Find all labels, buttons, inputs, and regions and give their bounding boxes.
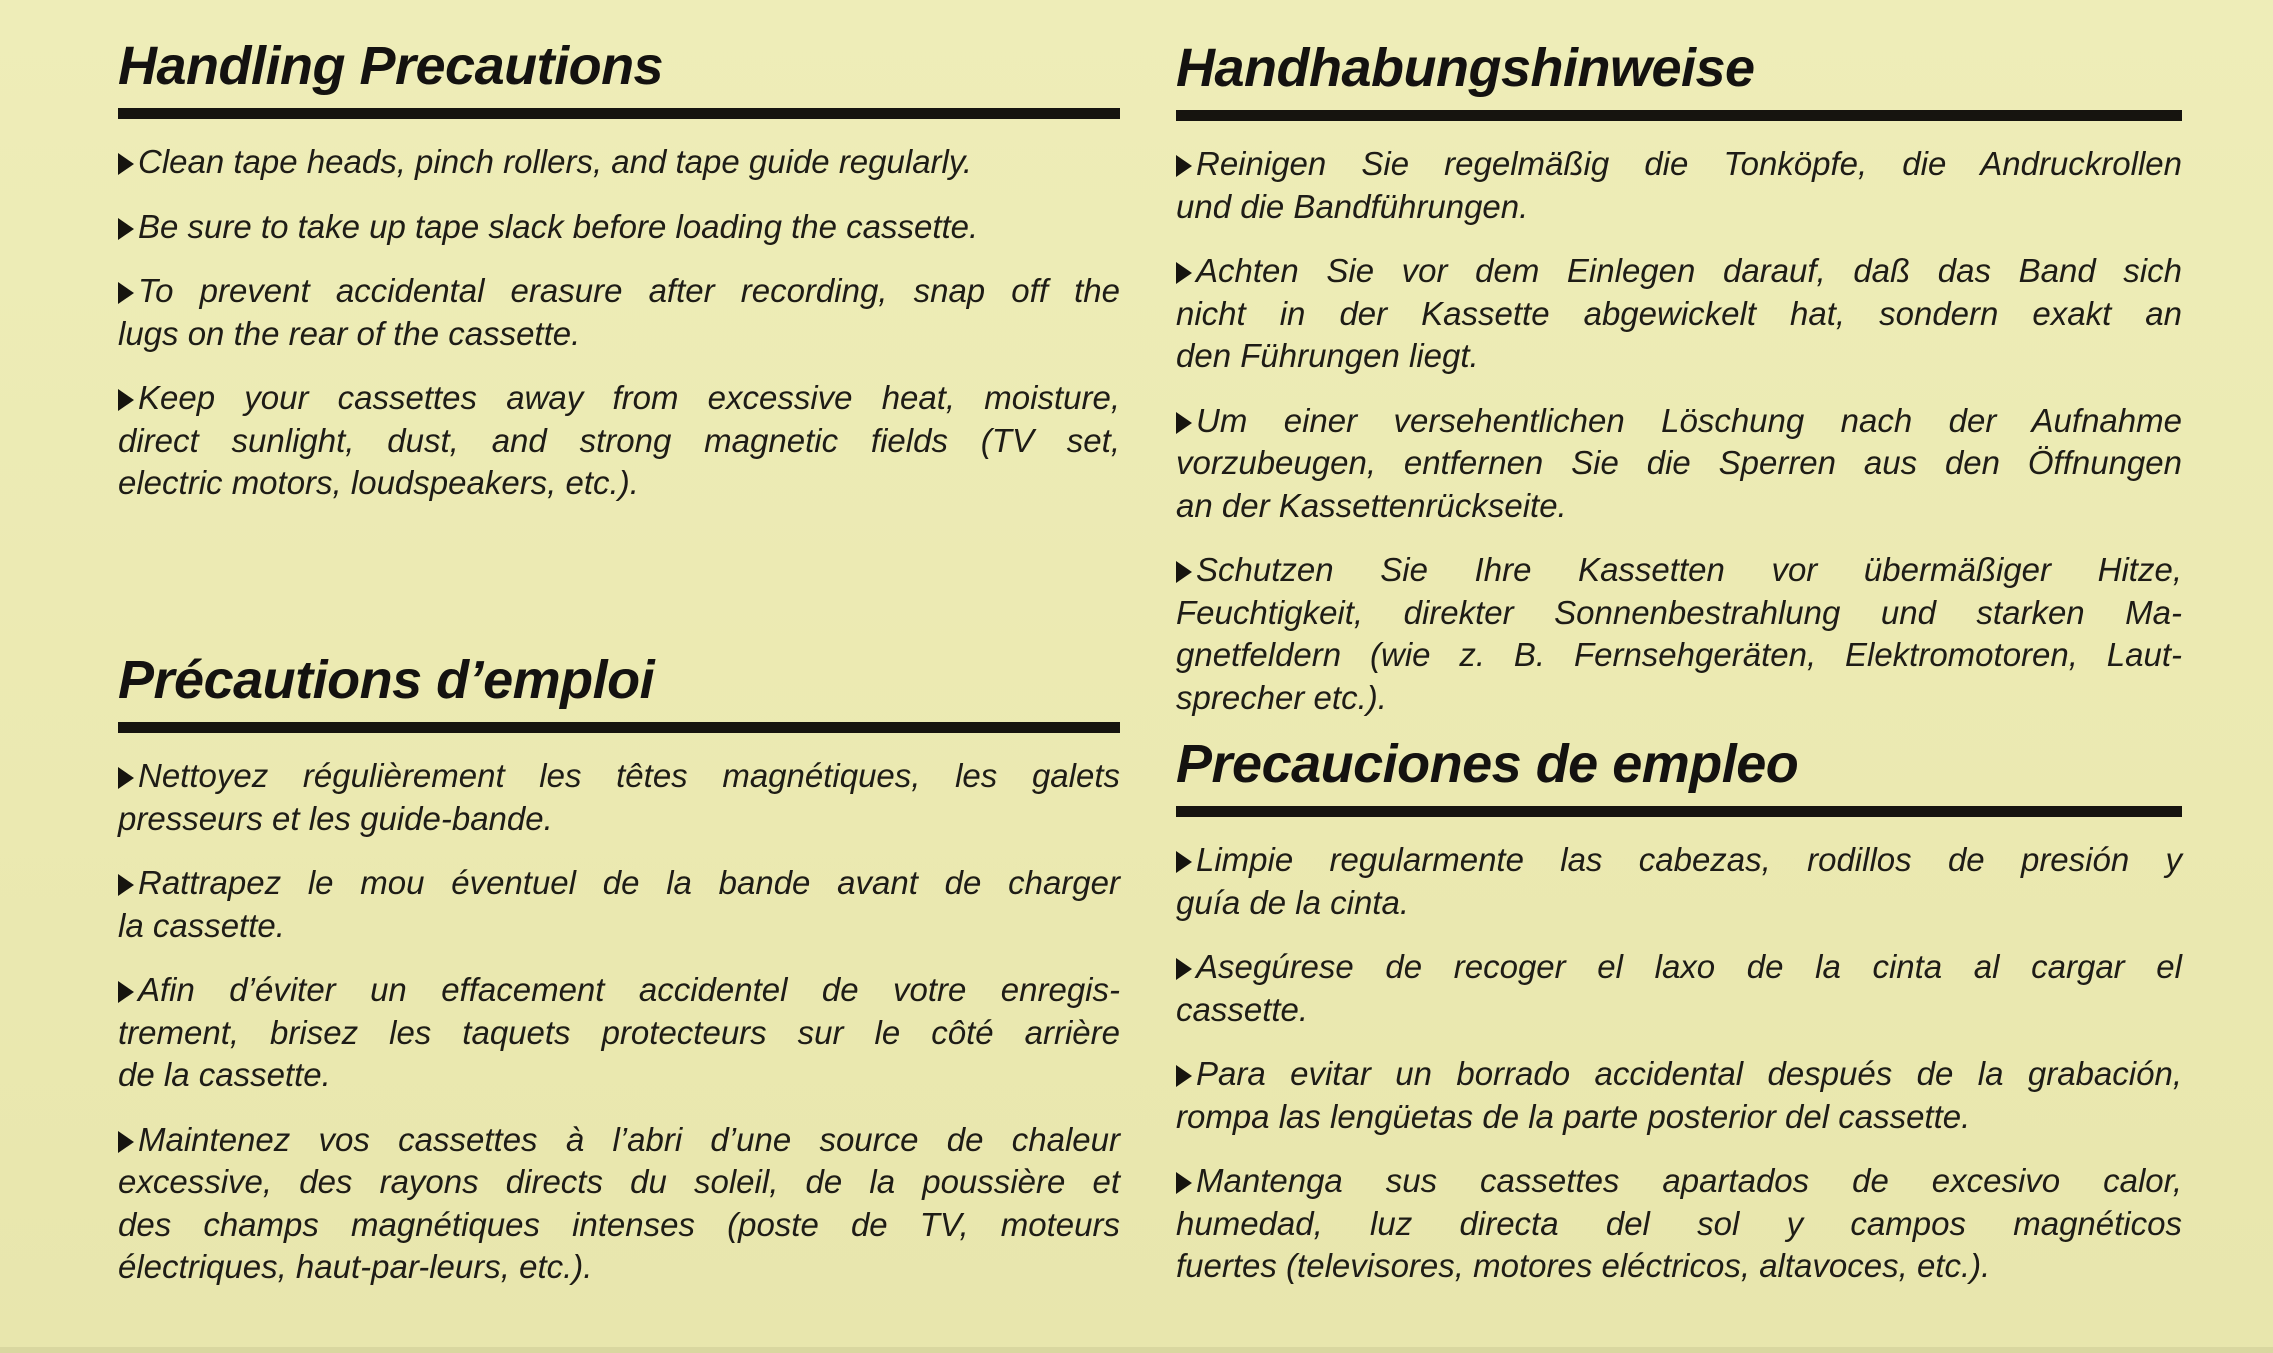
heading-rule	[1176, 806, 2182, 817]
precaution-text: und die Bandführungen.	[1176, 187, 1529, 225]
heading-rule	[1176, 110, 2182, 121]
precaution-line	[118, 1204, 1120, 1247]
precaution-item	[118, 1119, 1120, 1289]
precaution-text: lugs on the rear of the cassette.	[118, 314, 581, 352]
precaution-item	[1176, 1160, 2182, 1288]
precaution-line	[1176, 1096, 2182, 1139]
bullet-arrow-icon	[1176, 561, 1192, 583]
precaution-item	[118, 862, 1120, 947]
precaution-line	[1176, 335, 2182, 378]
precaution-line	[1176, 143, 2182, 186]
precaution-text: de la cassette.	[118, 1056, 331, 1093]
precaution-line	[1176, 549, 2182, 592]
precaution-line	[118, 1012, 1120, 1055]
bullet-arrow-icon	[1176, 1172, 1192, 1194]
precaution-line	[118, 1054, 1120, 1097]
precaution-item	[1176, 1053, 2182, 1138]
precaution-line	[1176, 186, 2182, 229]
precaution-text: Feuchtigkeit, direkter Sonnenbestrahlung und starken Ma-	[1176, 593, 2182, 631]
precaution-line	[1176, 293, 2182, 336]
precaution-text: Achten Sie vor dem Einlegen darauf, daß das Band sich	[1196, 252, 2182, 289]
precaution-text: Mantenga sus cassettes apartados de excesivo calor,	[1196, 1162, 2182, 1199]
precaution-text: electric motors, loudspeakers, etc.).	[118, 464, 639, 501]
precaution-line	[1176, 989, 2182, 1032]
precaution-line	[1176, 1160, 2182, 1203]
precaution-line	[1176, 1203, 2182, 1246]
precaution-line	[118, 905, 1120, 948]
precaution-text: Clean tape heads, pinch rollers, and tape guide regularly.	[138, 143, 973, 180]
precaution-text: rompa las lengüetas de la parte posterior del cassette.	[1176, 1097, 1971, 1135]
precaution-item	[1176, 946, 2182, 1031]
precaution-text: Rattrapez le mou éventuel de la bande avant de charger	[138, 864, 1120, 901]
precaution-line	[1176, 250, 2182, 293]
precaution-line	[1176, 592, 2182, 635]
precaution-item	[118, 755, 1120, 840]
precaution-text: des champs magnétiques intenses (poste de TV, moteurs	[118, 1205, 1120, 1243]
precaution-item	[1176, 549, 2182, 719]
section-heading-french: Précautions d’emploi	[118, 650, 655, 710]
precaution-line	[118, 1119, 1120, 1162]
precaution-text: Keep your cassettes away from excessive heat, moisture,	[138, 379, 1120, 416]
precaution-line	[118, 313, 1120, 356]
section-heading-german: Handhabungshinweise	[1176, 38, 1755, 98]
precaution-text: humedad, luz directa del sol y campos magnéticos	[1176, 1204, 2182, 1242]
heading-rule	[118, 108, 1120, 119]
precaution-line	[118, 206, 1120, 249]
precaution-line	[118, 270, 1120, 313]
precaution-item	[118, 206, 1120, 249]
precaution-text: vorzubeugen, entfernen Sie die Sperren aus den Öffnungen	[1176, 444, 2182, 481]
section-heading-english: Handling Precautions	[118, 36, 664, 96]
precaution-line	[118, 462, 1120, 505]
precaution-text: direct sunlight, dust, and strong magnetic fields (TV set,	[118, 421, 1120, 459]
precaution-item	[1176, 250, 2182, 378]
precaution-text: Schutzen Sie Ihre Kassetten vor übermäßiger Hitze,	[1196, 551, 2182, 588]
bullet-arrow-icon	[118, 767, 134, 789]
precaution-line	[118, 377, 1120, 420]
precaution-item	[1176, 839, 2182, 924]
precaution-line	[118, 420, 1120, 463]
section-english	[118, 36, 1120, 505]
precaution-item	[1176, 143, 2182, 228]
precaution-line	[1176, 442, 2182, 485]
precaution-line	[118, 1246, 1120, 1289]
precaution-list-spanish	[1176, 839, 2182, 1288]
precaution-line	[1176, 485, 2182, 528]
section-heading-spanish: Precauciones de empleo	[1176, 734, 1799, 794]
precaution-line	[1176, 882, 2182, 925]
precaution-item	[118, 969, 1120, 1097]
precaution-item	[118, 141, 1120, 184]
precaution-text: la cassette.	[118, 906, 285, 944]
precaution-text: excessive, des rayons directs du soleil, de la poussière et	[118, 1163, 1120, 1200]
precaution-line	[118, 141, 1120, 184]
precaution-line	[1176, 946, 2182, 989]
bullet-arrow-icon	[118, 282, 134, 304]
precaution-text: To prevent accidental erasure after recording, snap off the	[138, 272, 1120, 309]
precaution-text: fuertes (televisores, motores eléctricos, altavoces, etc.).	[1176, 1247, 1991, 1284]
precaution-line	[1176, 839, 2182, 882]
precaution-line	[1176, 1245, 2182, 1288]
precaution-text: électriques, haut-par-leurs, etc.).	[118, 1248, 593, 1285]
precaution-text: trement, brisez les taquets protecteurs sur le côté arrière	[118, 1013, 1120, 1051]
bullet-arrow-icon	[1176, 262, 1192, 284]
precaution-text: Be sure to take up tape slack before loading the cassette.	[138, 207, 979, 245]
precaution-list-german	[1176, 143, 2182, 719]
precaution-text: nicht in der Kassette abgewickelt hat, sondern exakt an	[1176, 294, 2182, 332]
precaution-item	[118, 270, 1120, 355]
precaution-text: Um einer versehentlichen Löschung nach der Aufnahme	[1196, 401, 2182, 439]
bullet-arrow-icon	[1176, 412, 1192, 434]
bullet-arrow-icon	[1176, 851, 1192, 873]
section-french	[118, 650, 1120, 1289]
section-german	[1176, 38, 2182, 719]
precaution-line	[118, 798, 1120, 841]
precaution-line	[118, 969, 1120, 1012]
precaution-text: guía de la cinta.	[1176, 883, 1409, 921]
bullet-arrow-icon	[1176, 1065, 1192, 1087]
bullet-arrow-icon	[118, 1131, 134, 1153]
precaution-text: sprecher etc.).	[1176, 678, 1387, 716]
precaution-text: gnetfeldern (wie z. B. Fernsehgeräten, Elektromotoren, Laut-	[1176, 636, 2182, 673]
precaution-line	[1176, 400, 2182, 443]
precaution-line	[1176, 634, 2182, 677]
precaution-text: Limpie regularmente las cabezas, rodillos de presión y	[1196, 841, 2182, 878]
precaution-text: Para evitar un borrado accidental después de la grabación,	[1196, 1055, 2182, 1092]
bullet-arrow-icon	[118, 874, 134, 896]
precaution-text: an der Kassettenrückseite.	[1176, 486, 1567, 524]
bullet-arrow-icon	[1176, 155, 1192, 177]
bullet-arrow-icon	[1176, 958, 1192, 980]
precaution-line	[1176, 1053, 2182, 1096]
precaution-text: Afin d’éviter un effacement accidentel de votre enregis-	[138, 971, 1120, 1008]
precaution-line	[118, 1161, 1120, 1204]
precaution-text: Asegúrese de recoger el laxo de la cinta al cargar el	[1196, 948, 2182, 985]
heading-rule	[118, 722, 1120, 733]
precaution-line	[118, 755, 1120, 798]
precaution-text: Reinigen Sie regelmäßig die Tonköpfe, die Andruckrollen	[1196, 145, 2182, 182]
bullet-arrow-icon	[118, 981, 134, 1003]
precaution-line	[1176, 677, 2182, 720]
precaution-item	[118, 377, 1120, 505]
precaution-text: Maintenez vos cassettes à l’abri d’une source de chaleur	[138, 1120, 1120, 1158]
precaution-list-french	[118, 755, 1120, 1289]
precaution-text: den Führungen liegt.	[1176, 337, 1479, 374]
precaution-list-english	[118, 141, 1120, 505]
bullet-arrow-icon	[118, 389, 134, 411]
precaution-line	[118, 862, 1120, 905]
bullet-arrow-icon	[118, 153, 134, 175]
section-spanish	[1176, 734, 2182, 1288]
bullet-arrow-icon	[118, 218, 134, 240]
precaution-text: presseurs et les guide-bande.	[118, 799, 553, 837]
precaution-text: Nettoyez régulièrement les têtes magnétiques, les galets	[138, 757, 1120, 794]
precaution-text: cassette.	[1176, 990, 1309, 1028]
precaution-item	[1176, 400, 2182, 528]
